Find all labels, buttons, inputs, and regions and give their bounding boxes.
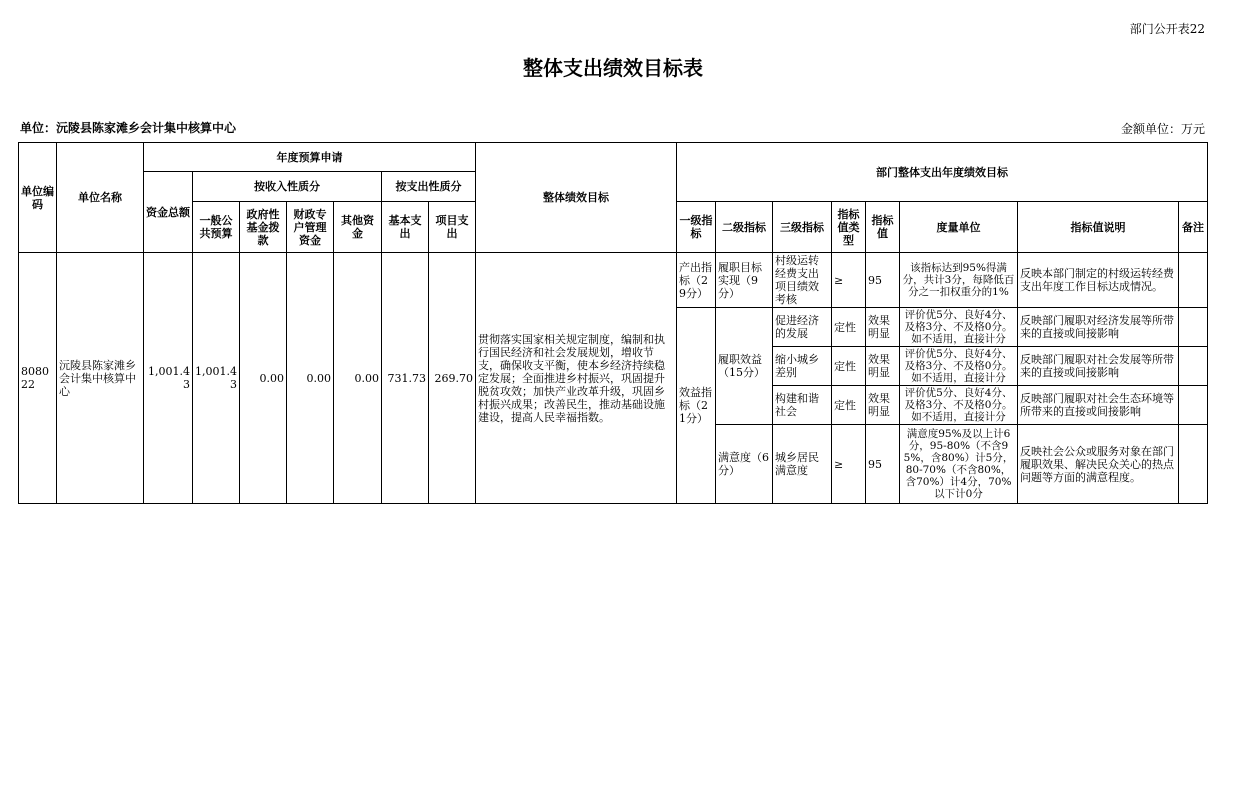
header-fund-total: 资金总额	[144, 172, 193, 253]
cell-harmony-type: 定性	[832, 386, 866, 425]
cell-harmony-value: 效果明显	[866, 386, 900, 425]
form-number: 部门公开表22	[1129, 22, 1205, 36]
header-by-income: 按收入性质分	[193, 172, 382, 202]
gap-measure-text: 评价优5分、良好4分、及格3分、不及格0分。如不适用，直接计分	[904, 348, 1013, 384]
header-level1: 一级指标	[677, 202, 716, 253]
cell-econ-type: 定性	[832, 308, 866, 347]
header-value: 指标值	[866, 202, 900, 253]
cell-sat-measure	[900, 425, 1018, 504]
cell-harmony-level3: 构建和谐社会	[773, 386, 832, 425]
cell-output-remark	[1179, 253, 1208, 308]
header-desc: 指标值说明	[1018, 202, 1179, 253]
cell-gap-value: 效果明显	[866, 347, 900, 386]
cell-econ-level3: 促进经济的发展	[773, 308, 832, 347]
cell-basic-expense: 731.73	[382, 253, 429, 504]
header-level3: 三级指标	[773, 202, 832, 253]
cell-sat-remark	[1179, 425, 1208, 504]
cell-sat-level3: 城乡居民满意度	[773, 425, 832, 504]
econ-measure-text: 评价优5分、良好4分、及格3分、不及格0分。如不适用，直接计分	[904, 309, 1013, 345]
header-other-fund: 其他资金	[334, 202, 382, 253]
header-project-expense: 项目支出	[429, 202, 476, 253]
cell-gov-fund: 0.00	[240, 253, 287, 504]
cell-gap-type: 定性	[832, 347, 866, 386]
cell-sat-value: 95	[866, 425, 900, 504]
header-unit-code: 单位编码	[19, 143, 57, 253]
cell-harmony-measure	[900, 386, 1018, 425]
unit-label: 单位：沅陵县陈家滩乡会计集中核算中心	[20, 121, 237, 135]
cell-output-level3: 村级运转经费支出项目绩效考核	[773, 253, 832, 308]
cell-econ-measure	[900, 308, 1018, 347]
cell-gap-measure	[900, 347, 1018, 386]
header-remark: 备注	[1179, 202, 1208, 253]
header-measure: 度量单位	[900, 202, 1018, 253]
cell-other-fund: 0.00	[334, 253, 382, 504]
cell-harmony-desc: 反映部门履职对社会生态环境等所带来的直接或间接影响	[1018, 386, 1179, 425]
cell-output-desc: 反映本部门制定的村级运转经费支出年度工作目标达成情况。	[1018, 253, 1179, 308]
harmony-measure-text: 评价优5分、良好4分、及格3分、不及格0分。如不适用，直接计分	[904, 387, 1013, 423]
cell-output-value: 95	[866, 253, 900, 308]
amount-unit-label: 金额单位：万元	[1120, 122, 1205, 136]
header-unit-name: 单位名称	[57, 143, 144, 253]
cell-overall-goal: 贯彻落实国家相关规定制度，编制和执行国民经济和社会发展规划，增收节支，确保收支平衡，使本乡经济持续稳定发展；全面推进乡村振兴，巩固提升脱贫攻效；加快产业改革升级，巩固乡村振兴成果；改善民生，推动基础设施建设，提高人民幸福指数。	[476, 253, 677, 504]
header-overall-goal: 整体绩效目标	[476, 143, 677, 253]
cell-output-type: ≥	[832, 253, 866, 308]
cell-benefit-level1: 效益指标（21分）	[677, 308, 716, 504]
cell-gap-level3: 缩小城乡差别	[773, 347, 832, 386]
header-annual-budget: 年度预算申请	[144, 143, 476, 172]
cell-sat-level2: 满意度（6分）	[716, 425, 773, 504]
header-level2: 二级指标	[716, 202, 773, 253]
cell-special-fund: 0.00	[287, 253, 334, 504]
header-dept-goal: 部门整体支出年度绩效目标	[677, 143, 1208, 202]
header-by-expense: 按支出性质分	[382, 172, 476, 202]
cell-fund-total: 1,001.43	[144, 253, 193, 504]
cell-project-expense: 269.70	[429, 253, 476, 504]
cell-gap-desc: 反映部门履职对社会发展等所带来的直接或间接影响	[1018, 347, 1179, 386]
header-special-fund: 财政专户管理资金	[287, 202, 334, 253]
header-basic-expense: 基本支出	[382, 202, 429, 253]
cell-unit-code: 808022	[19, 253, 57, 504]
page-title: 整体支出绩效目标表	[523, 56, 703, 80]
cell-econ-remark	[1179, 308, 1208, 347]
cell-econ-value: 效果明显	[866, 308, 900, 347]
cell-harmony-remark	[1179, 386, 1208, 425]
cell-sat-type: ≥	[832, 425, 866, 504]
cell-econ-desc: 反映部门履职对经济发展等所带来的直接或间接影响	[1018, 308, 1179, 347]
cell-unit-name: 沅陵县陈家滩乡会计集中核算中心	[57, 253, 144, 504]
performance-table	[18, 142, 1208, 504]
cell-general-budget: 1,001.43	[193, 253, 240, 504]
cell-benefit-level2: 履职效益（15分）	[716, 308, 773, 425]
sat-measure-text: 满意度95%及以上计6分，95-80%（不含95%，含80%）计5分，80-70%（不含80%，含70%）计4分，70%以下计0分	[903, 428, 1014, 500]
cell-sat-desc: 反映社会公众或服务对象在部门履职效果、解决民众关心的热点问题等方面的满意程度。	[1018, 425, 1179, 504]
cell-gap-remark	[1179, 347, 1208, 386]
header-gov-fund: 政府性基金拨款	[240, 202, 287, 253]
cell-output-level2: 履职目标实现（9分）	[716, 253, 773, 308]
header-value-type: 指标值类型	[832, 202, 866, 253]
cell-output-level1: 产出指标（29分）	[677, 253, 716, 308]
cell-output-measure	[900, 253, 1018, 308]
header-general-budget: 一般公共预算	[193, 202, 240, 253]
output-measure-text: 该指标达到95%得满分，共计3分，每降低百分之一扣权重分的1%	[902, 262, 1015, 298]
